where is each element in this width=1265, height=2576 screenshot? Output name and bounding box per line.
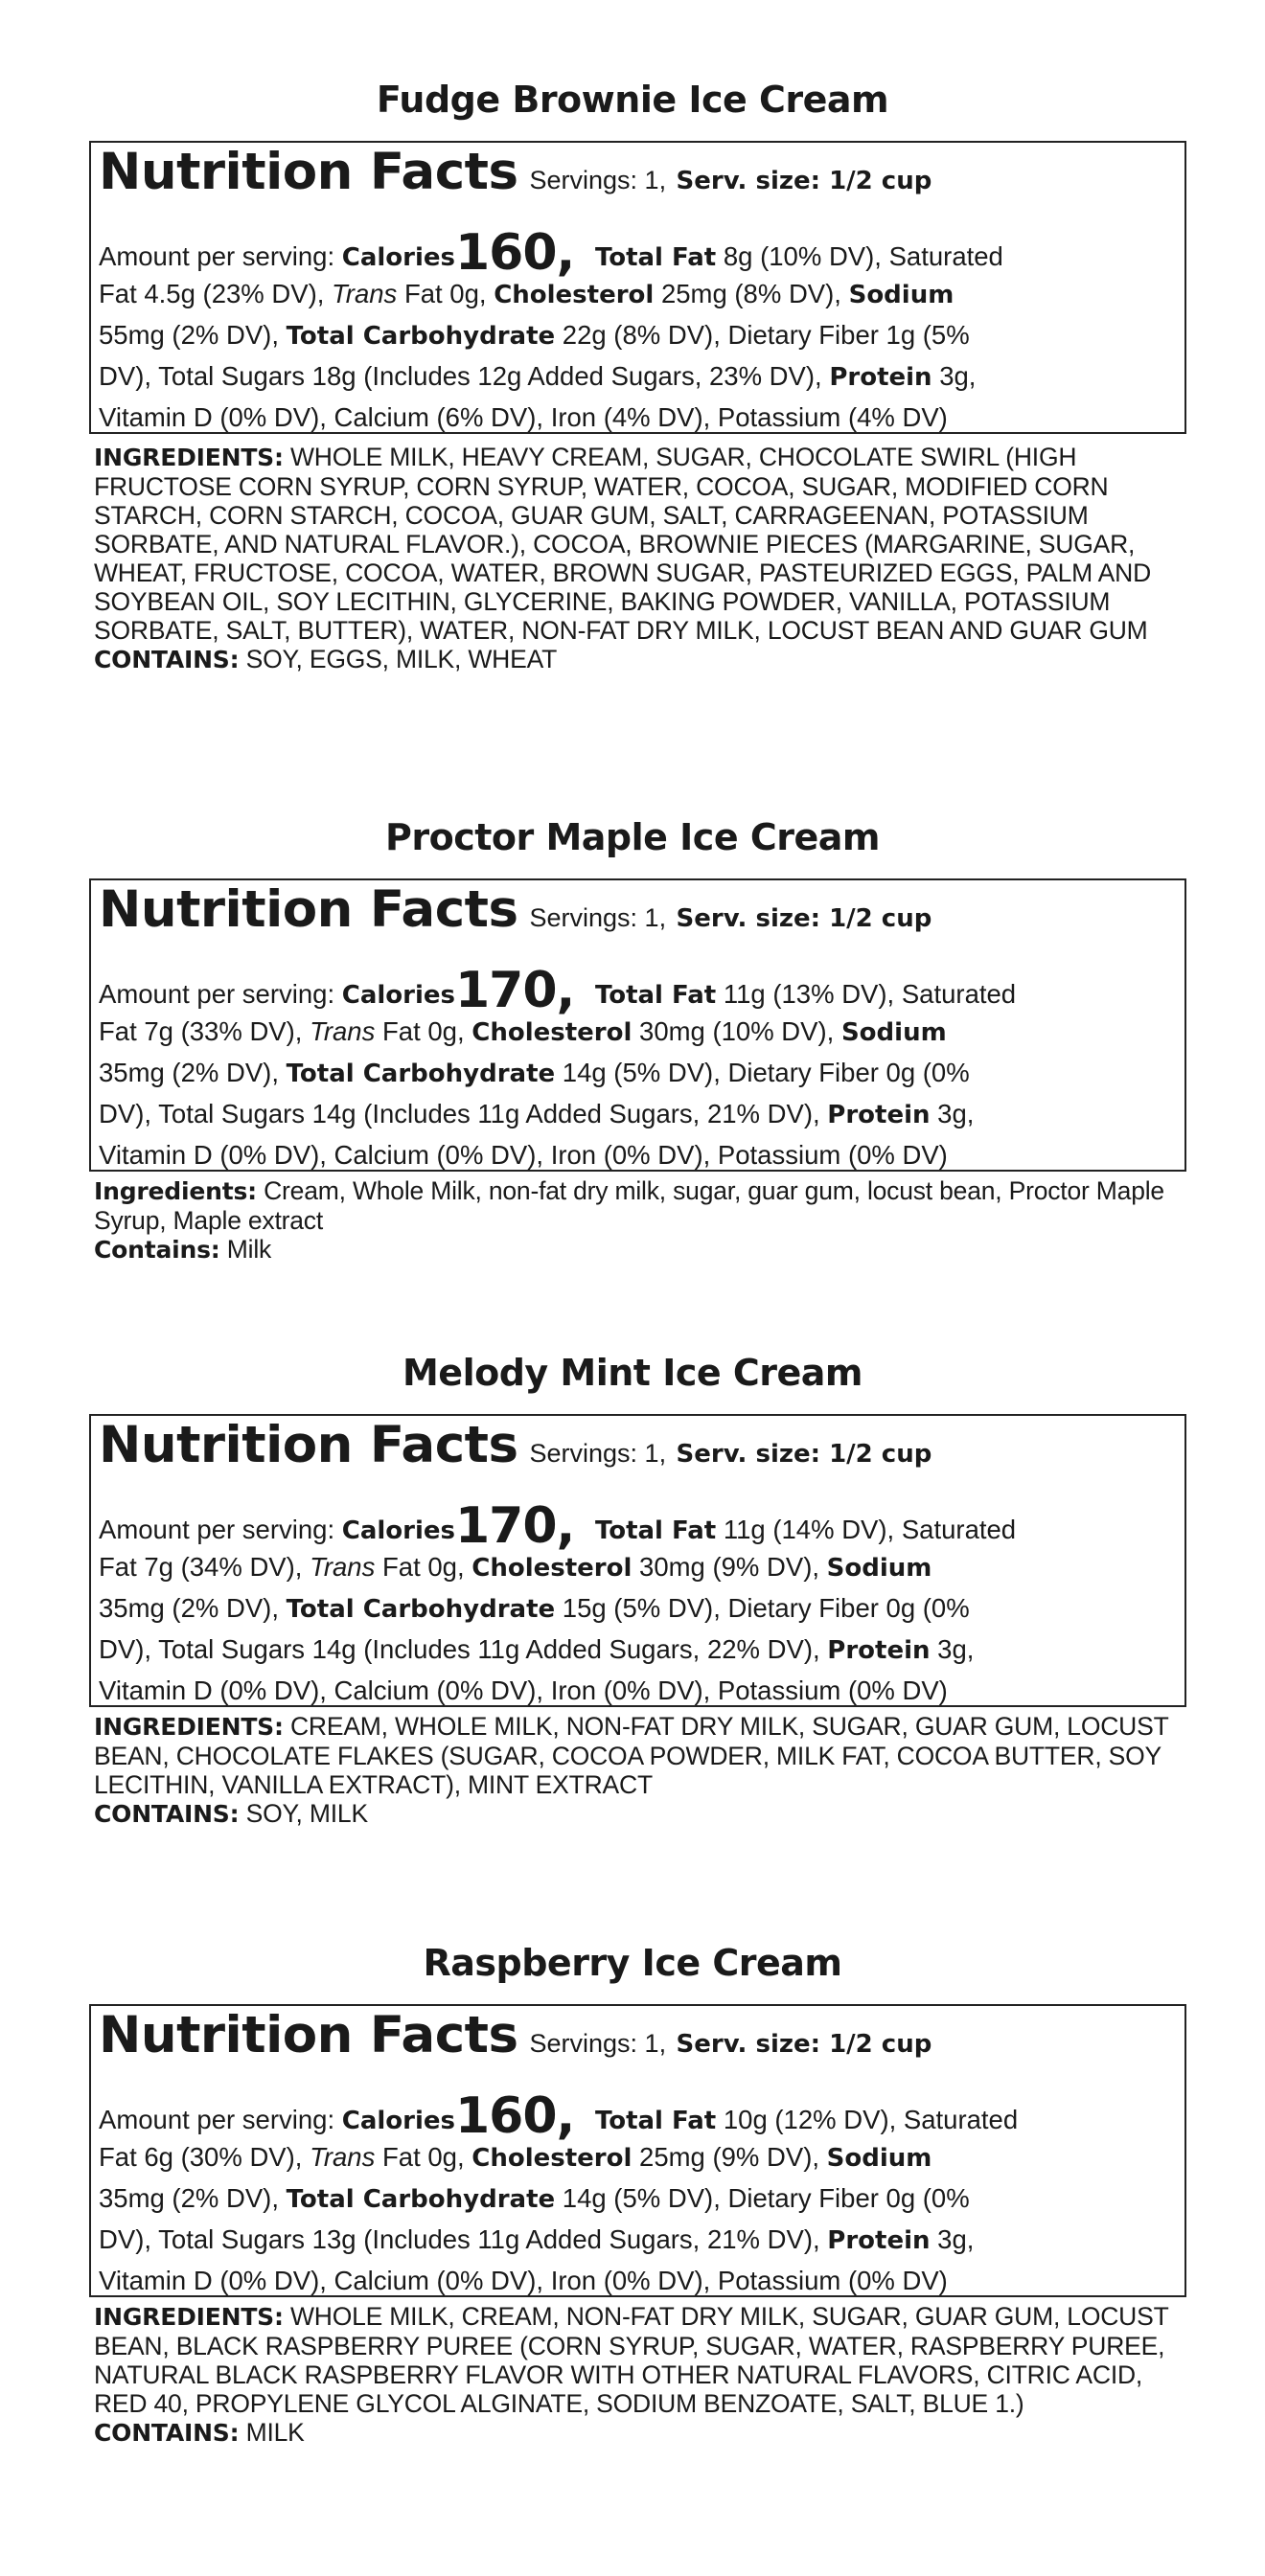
serving-size: Serv. size: 1/2 cup <box>676 904 932 933</box>
total-fat-label: Total Fat <box>594 2107 717 2135</box>
potassium-value: (0% DV) <box>847 1676 948 1705</box>
nutrition-facts-panel <box>89 141 1186 434</box>
contains-label: CONTAINS: <box>94 1800 240 1828</box>
serving-size: Serv. size: 1/2 cup <box>676 167 932 195</box>
potassium-value: (0% DV) <box>847 1140 948 1170</box>
calories-label: Calories <box>341 981 455 1010</box>
product-title: Raspberry Ice Cream <box>423 1942 842 1984</box>
saturated-fat-value: 7g (33% DV), <box>144 1016 303 1046</box>
saturated-fat-label-b: Fat <box>99 1016 137 1046</box>
potassium-label: Potassium <box>717 1140 841 1170</box>
protein-label: Protein <box>827 2226 931 2255</box>
contains-paragraph <box>94 1235 1186 1265</box>
saturated-fat-label: Saturated <box>888 241 1003 271</box>
dietary-fiber-label: Dietary Fiber <box>727 1593 879 1623</box>
vitamin-d-value: (0% DV), <box>219 2266 327 2295</box>
cholesterol-value: 30mg (10% DV), <box>639 1016 835 1046</box>
protein-value: 3g, <box>939 361 977 391</box>
calcium-label: Calcium <box>334 1140 429 1170</box>
nf-line-sugars <box>99 1098 974 1131</box>
nf-line-calories <box>99 224 1003 282</box>
cholesterol-value: 25mg (9% DV), <box>639 2142 820 2172</box>
nutrition-facts-header <box>99 878 932 942</box>
vitamin-d-label: Vitamin D <box>99 2266 213 2295</box>
sodium-value: 35mg (2% DV), <box>99 1058 279 1087</box>
nutrition-facts-label: Nutrition Facts <box>99 2006 518 2064</box>
total-fat-label: Total Fat <box>594 1516 717 1545</box>
nutrition-facts-label: Nutrition Facts <box>99 880 518 939</box>
amount-per-serving: Amount per serving: <box>99 2105 335 2134</box>
ingredients-label: Ingredients: <box>94 1177 257 1205</box>
calories-label: Calories <box>341 1516 455 1545</box>
vitamin-d-label: Vitamin D <box>99 1140 213 1170</box>
dietary-fiber-value: 0g (0% <box>886 1593 970 1623</box>
vitamin-d-value: (0% DV), <box>219 1676 327 1705</box>
protein-label: Protein <box>829 363 932 392</box>
calcium-value: (0% DV), <box>436 2266 544 2295</box>
dietary-fiber-value-b: DV), <box>99 361 151 391</box>
calories-label: Calories <box>341 243 455 272</box>
saturated-fat-value: 6g (30% DV), <box>144 2142 303 2172</box>
dietary-fiber-value: 0g (0% <box>886 2183 970 2213</box>
nutrition-facts-panel <box>89 1414 1186 1707</box>
nf-line-sugars <box>99 2223 974 2257</box>
total-sugars-label: Total Sugars <box>158 2224 306 2254</box>
dietary-fiber-value-b: DV), <box>99 1634 151 1664</box>
total-carb-label: Total Carbohydrate <box>286 1060 556 1088</box>
cholesterol-value: 25mg (8% DV), <box>660 279 841 308</box>
total-carb-value: 22g (8% DV), <box>562 320 721 350</box>
trans-fat-value: Fat 0g, <box>382 1016 465 1046</box>
total-carb-value: 14g (5% DV), <box>562 1058 721 1087</box>
contains-paragraph <box>94 2418 1186 2448</box>
calories-value: 160, <box>454 2087 575 2145</box>
ingredients-label: INGREDIENTS: <box>94 444 284 471</box>
cholesterol-label: Cholesterol <box>494 281 655 309</box>
potassium-label: Potassium <box>717 2266 841 2295</box>
iron-value: (0% DV), <box>603 1676 711 1705</box>
nf-line-calories <box>99 2087 1019 2145</box>
nf-line-carbs <box>99 2182 970 2216</box>
sodium-label: Sodium <box>840 1018 947 1047</box>
calcium-label: Calcium <box>334 402 429 432</box>
amount-per-serving: Amount per serving: <box>99 1515 335 1544</box>
ingredients-block <box>94 443 1186 674</box>
saturated-fat-label-b: Fat <box>99 279 137 308</box>
cholesterol-label: Cholesterol <box>472 2144 632 2173</box>
calories-value: 160, <box>454 224 575 282</box>
iron-value: (0% DV), <box>603 2266 711 2295</box>
dietary-fiber-label: Dietary Fiber <box>727 1058 879 1087</box>
total-sugars-label: Total Sugars <box>158 1634 306 1664</box>
servings: Servings: 1, <box>529 903 667 932</box>
ingredients-label: INGREDIENTS: <box>94 1713 284 1741</box>
dietary-fiber-value: 0g (0% <box>886 1058 970 1087</box>
total-fat-value: 8g (10% DV), <box>723 241 882 271</box>
nf-line-carbs <box>99 1057 970 1090</box>
potassium-value: (0% DV) <box>847 2266 948 2295</box>
ingredients-text: WHOLE MILK, CREAM, NON-FAT DRY MILK, SUGAR, GUAR GUM, LOCUST BEAN, BLACK RASPBERRY PUREE (CORN SYRUP, SUGAR, WATER, RASPBERRY PUREE, NATURAL BLACK RASPBERRY FLAVOR WITH OTHER NATURAL FLAVORS, CITRIC ACID, RED 40, PROPYLENE GLYCOL ALGINATE, SODIUM BENZOATE, SALT, BLUE 1.) <box>94 2302 1169 2418</box>
ingredients-block <box>94 2302 1186 2448</box>
nutrition-facts-label: Nutrition Facts <box>99 143 518 201</box>
calcium-label: Calcium <box>334 2266 429 2295</box>
calories-label: Calories <box>341 2107 455 2135</box>
total-carb-label: Total Carbohydrate <box>286 1595 556 1624</box>
product-title: Proctor Maple Ice Cream <box>385 816 880 858</box>
trans-label: Trans <box>310 1016 376 1046</box>
calcium-value: (6% DV), <box>436 402 544 432</box>
contains-paragraph <box>94 1799 1186 1829</box>
ingredients-block <box>94 1712 1186 1829</box>
contains-text: MILK <box>245 2418 305 2447</box>
saturated-fat-label-b: Fat <box>99 2142 137 2172</box>
product-title: Fudge Brownie Ice Cream <box>376 79 889 121</box>
dietary-fiber-value-b: DV), <box>99 1099 151 1128</box>
sodium-value: 35mg (2% DV), <box>99 2183 279 2213</box>
trans-fat-value: Fat 0g, <box>382 1552 465 1582</box>
nf-line-fat <box>99 2141 932 2175</box>
total-carb-label: Total Carbohydrate <box>286 2185 556 2214</box>
nf-line-fat <box>99 1015 947 1049</box>
vitamin-d-value: (0% DV), <box>219 402 327 432</box>
total-sugars-value: 14g (Includes 11g Added Sugars, 22% DV), <box>311 1634 820 1664</box>
calcium-value: (0% DV), <box>436 1676 544 1705</box>
cholesterol-value: 30mg (9% DV), <box>639 1552 820 1582</box>
saturated-fat-label: Saturated <box>901 1515 1017 1544</box>
servings: Servings: 1, <box>529 2029 667 2058</box>
total-fat-value: 11g (13% DV), <box>723 979 895 1009</box>
iron-label: Iron <box>550 2266 597 2295</box>
trans-label: Trans <box>310 1552 376 1582</box>
protein-value: 3g, <box>937 2224 975 2254</box>
ingredients-text: CREAM, WHOLE MILK, NON-FAT DRY MILK, SUGAR, GUAR GUM, LOCUST BEAN, CHOCOLATE FLAKES (SUGAR, COCOA POWDER, MILK FAT, COCOA BUTTER, SOY LECITHIN, VANILLA EXTRACT), MINT EXTRACT <box>94 1712 1169 1799</box>
saturated-fat-label: Saturated <box>903 2105 1019 2134</box>
nf-line-sugars <box>99 1633 974 1667</box>
total-sugars-value: 14g (Includes 11g Added Sugars, 21% DV), <box>311 1099 820 1128</box>
contains-label: CONTAINS: <box>94 646 240 673</box>
amount-per-serving: Amount per serving: <box>99 979 335 1009</box>
nf-line-vitamins <box>99 2265 948 2297</box>
nf-line-calories <box>99 1497 1017 1555</box>
ingredients-block <box>94 1176 1186 1265</box>
cholesterol-label: Cholesterol <box>472 1018 632 1047</box>
trans-label: Trans <box>332 279 398 308</box>
calories-value: 170, <box>454 962 575 1019</box>
ingredients-label: INGREDIENTS: <box>94 2303 284 2331</box>
cholesterol-label: Cholesterol <box>472 1554 632 1583</box>
nf-line-vitamins <box>99 1139 948 1172</box>
total-fat-value: 11g (14% DV), <box>723 1515 895 1544</box>
total-fat-label: Total Fat <box>594 243 717 272</box>
nf-line-carbs <box>99 1592 970 1626</box>
dietary-fiber-label: Dietary Fiber <box>727 2183 879 2213</box>
ingredients-paragraph <box>94 443 1186 645</box>
iron-label: Iron <box>550 402 597 432</box>
contains-text: SOY, MILK <box>245 1799 368 1828</box>
nf-line-sugars <box>99 360 976 394</box>
servings: Servings: 1, <box>529 1439 667 1468</box>
dietary-fiber-value-b: DV), <box>99 2224 151 2254</box>
saturated-fat-label: Saturated <box>901 979 1017 1009</box>
nutrition-facts-label: Nutrition Facts <box>99 1416 518 1474</box>
iron-label: Iron <box>550 1140 597 1170</box>
nutrition-facts-panel <box>89 878 1186 1172</box>
contains-paragraph <box>94 645 1186 674</box>
total-carb-value: 15g (5% DV), <box>562 1593 721 1623</box>
vitamin-d-value: (0% DV), <box>219 1140 327 1170</box>
nf-line-vitamins <box>99 401 948 434</box>
trans-fat-value: Fat 0g, <box>382 2142 465 2172</box>
iron-value: (4% DV), <box>603 402 711 432</box>
nf-line-fat <box>99 1551 932 1584</box>
iron-label: Iron <box>550 1676 597 1705</box>
total-carb-value: 14g (5% DV), <box>562 2183 721 2213</box>
total-fat-value: 10g (12% DV), <box>723 2105 897 2134</box>
product-title: Melody Mint Ice Cream <box>402 1352 862 1394</box>
sodium-label: Sodium <box>826 1554 932 1583</box>
nf-line-carbs <box>99 319 970 353</box>
ingredients-paragraph <box>94 1176 1186 1235</box>
total-fat-label: Total Fat <box>594 981 717 1010</box>
protein-value: 3g, <box>937 1099 975 1128</box>
ingredients-paragraph <box>94 2302 1186 2418</box>
vitamin-d-label: Vitamin D <box>99 1676 213 1705</box>
contains-text: Milk <box>226 1235 272 1264</box>
protein-label: Protein <box>827 1636 931 1665</box>
nf-line-fat <box>99 278 954 311</box>
serving-size: Serv. size: 1/2 cup <box>676 2030 932 2059</box>
sodium-value: 55mg (2% DV), <box>99 320 279 350</box>
sodium-value: 35mg (2% DV), <box>99 1593 279 1623</box>
sodium-label: Sodium <box>826 2144 932 2173</box>
nutrition-facts-header <box>99 2004 932 2067</box>
total-carb-label: Total Carbohydrate <box>286 322 556 351</box>
calcium-label: Calcium <box>334 1676 429 1705</box>
serving-size: Serv. size: 1/2 cup <box>676 1440 932 1469</box>
nf-line-calories <box>99 962 1017 1019</box>
nutrition-facts-panel <box>89 2004 1186 2297</box>
amount-per-serving: Amount per serving: <box>99 241 335 271</box>
ingredients-text: WHOLE MILK, HEAVY CREAM, SUGAR, CHOCOLATE SWIRL (HIGH FRUCTOSE CORN SYRUP, CORN SYRUP, WATER, COCOA, SUGAR, MODIFIED CORN STARCH, CORN STARCH, COCOA, GUAR GUM, SALT, CARRAGEENAN, POTASSIUM SORBATE, AND NATURAL FLAVOR.), COCOA, BROWNIE PIECES (MARGARINE, SUGAR, WHEAT, FRUCTOSE, COCOA, WATER, BROWN SUGAR, PASTEURIZED EGGS, PALM AND SOYBEAN OIL, SOY LECITHIN, GLYCERINE, BAKING POWDER, VANILLA, POTASSIUM SORBATE, SALT, BUTTER), WATER, NON-FAT DRY MILK, LOCUST BEAN AND GUAR GUM <box>94 443 1152 645</box>
potassium-label: Potassium <box>717 1676 841 1705</box>
contains-label: CONTAINS: <box>94 2419 240 2447</box>
sodium-label: Sodium <box>848 281 954 309</box>
calcium-value: (0% DV), <box>436 1140 544 1170</box>
calories-value: 170, <box>454 1497 575 1555</box>
vitamin-d-label: Vitamin D <box>99 402 213 432</box>
protein-label: Protein <box>827 1101 931 1129</box>
potassium-label: Potassium <box>717 402 841 432</box>
total-sugars-label: Total Sugars <box>158 1099 306 1128</box>
dietary-fiber-value: 1g (5% <box>886 320 970 350</box>
protein-value: 3g, <box>937 1634 975 1664</box>
ingredients-text: Cream, Whole Milk, non-fat dry milk, sugar, guar gum, locust bean, Proctor Maple Syrup, Maple extract <box>94 1176 1164 1235</box>
servings: Servings: 1, <box>529 166 667 194</box>
trans-fat-value: Fat 0g, <box>403 279 487 308</box>
trans-label: Trans <box>310 2142 376 2172</box>
potassium-value: (4% DV) <box>847 402 948 432</box>
iron-value: (0% DV), <box>603 1140 711 1170</box>
saturated-fat-label-b: Fat <box>99 1552 137 1582</box>
nf-line-vitamins <box>99 1675 948 1707</box>
total-sugars-label: Total Sugars <box>158 361 306 391</box>
contains-text: SOY, EGGS, MILK, WHEAT <box>245 645 558 673</box>
total-sugars-value: 13g (Includes 11g Added Sugars, 21% DV), <box>311 2224 820 2254</box>
saturated-fat-value: 4.5g (23% DV), <box>144 279 325 308</box>
nutrition-facts-header <box>99 1414 932 1477</box>
saturated-fat-value: 7g (34% DV), <box>144 1552 303 1582</box>
dietary-fiber-label: Dietary Fiber <box>727 320 879 350</box>
contains-label: Contains: <box>94 1236 220 1264</box>
total-sugars-value: 18g (Includes 12g Added Sugars, 23% DV), <box>311 361 822 391</box>
ingredients-paragraph <box>94 1712 1186 1799</box>
nutrition-facts-header <box>99 141 932 204</box>
